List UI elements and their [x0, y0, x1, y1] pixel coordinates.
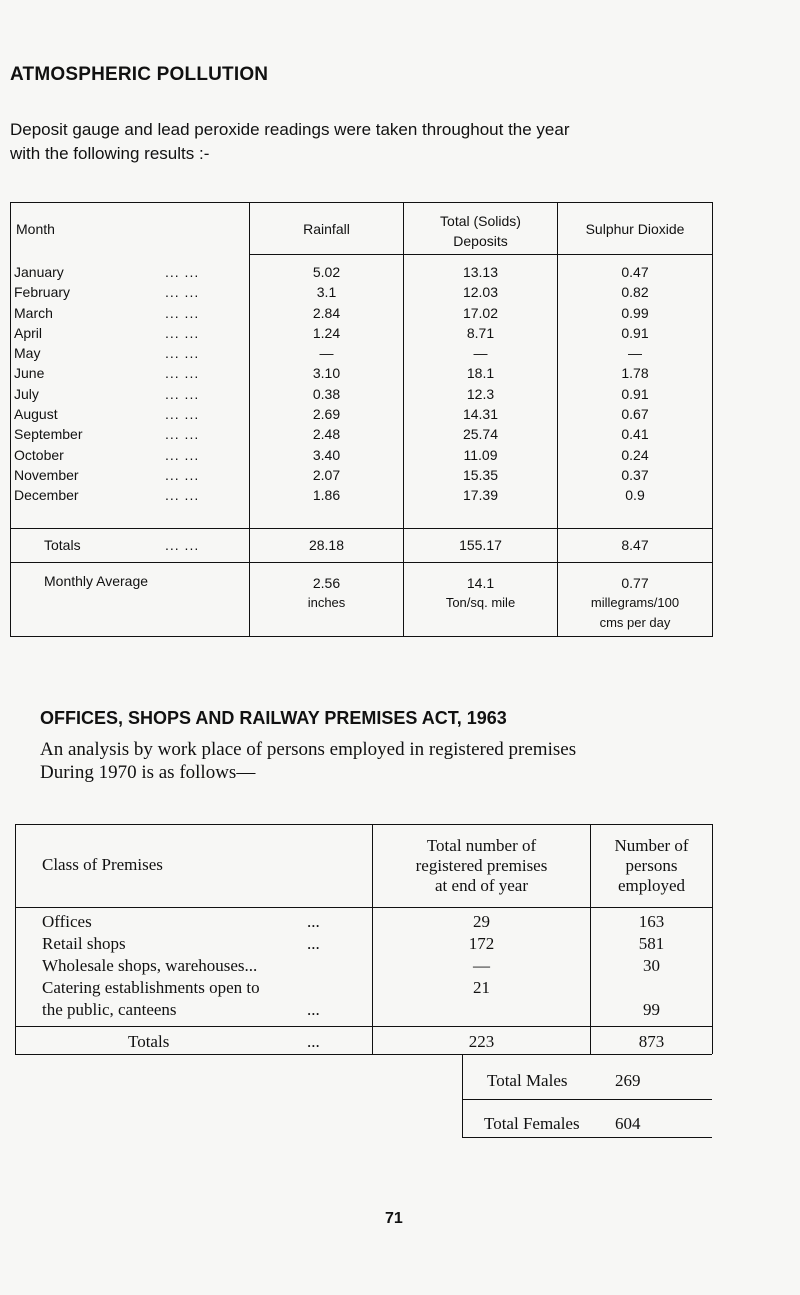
table-rule — [462, 1099, 712, 1100]
totals-row: Totals ... 223 873 — [128, 1032, 665, 1051]
header-solids: Total (Solids) Deposits — [440, 213, 521, 249]
totals-row: Totals ... ... 28.18 155.17 8.47 — [44, 537, 649, 553]
table-rule — [15, 1026, 712, 1027]
table-row: December ... ... 1.86 17.39 0.9 — [14, 487, 645, 504]
table-row: July ... ... 0.38 12.3 0.91 — [14, 385, 649, 402]
section-title-offices: OFFICES, SHOPS AND RAILWAY PREMISES ACT, 1963 — [40, 708, 507, 728]
table-row: November ... ... 2.07 15.35 0.37 — [14, 466, 649, 483]
section-title-atmospheric: ATMOSPHERIC POLLUTION — [10, 64, 269, 85]
table-row: Offices ... 29 163 — [42, 912, 665, 931]
table-row: September ... ... 2.48 25.74 0.41 — [14, 426, 649, 443]
table-rule — [462, 1137, 712, 1138]
table-row: February ... ... 3.1 12.03 0.82 — [14, 284, 649, 301]
table-row: October ... ... 3.40 11.09 0.24 — [14, 446, 649, 463]
intro-line: Deposit gauge and lead peroxide readings were taken throughout the year — [10, 120, 570, 139]
table-rule — [15, 824, 712, 825]
table-row: Retail shops ... 172 581 — [42, 934, 665, 953]
header-so2: Sulphur Dioxide — [585, 221, 685, 237]
header-month: Month — [16, 221, 55, 237]
table-row: May ... ... — — — — [14, 345, 642, 362]
header-rainfall: Rainfall — [303, 221, 350, 237]
table-row: April ... ... 1.24 8.71 0.91 — [14, 324, 649, 341]
header-total-premises: Total number of registered premises at end of year — [415, 836, 548, 895]
intro-line: During 1970 is as follows— — [40, 762, 256, 783]
table-row: June ... ... 3.10 18.1 1.78 — [14, 365, 649, 382]
table-row: Wholesale shops, warehouses... — 30 — [42, 956, 660, 975]
intro-line: An analysis by work place of persons employed in registered premises — [40, 739, 577, 760]
table-row: January ... ... 5.02 13.13 0.47 — [14, 264, 649, 280]
page-number: 71 — [385, 1210, 403, 1227]
table-rule — [462, 1054, 463, 1138]
header-persons: Number of persons employed — [614, 836, 689, 895]
table-row: March ... ... 2.84 17.02 0.99 — [14, 304, 649, 321]
table-rule — [15, 907, 712, 908]
intro-line: with the following results :- — [10, 144, 210, 163]
total-females: Total Females 604 — [484, 1114, 641, 1133]
average-row: Monthly Average 2.56 inches 14.1 Ton/sq. mile 0.77 millegrams/100 cms per day — [44, 573, 680, 630]
table-row: August ... ... 2.69 14.31 0.67 — [14, 406, 649, 423]
total-males: Total Males 269 — [487, 1071, 641, 1090]
table-row: Catering establishments open to the public, canteens ... 21 99 — [42, 978, 660, 1019]
table-rule — [15, 1054, 712, 1055]
header-class: Class of Premises — [42, 855, 163, 874]
